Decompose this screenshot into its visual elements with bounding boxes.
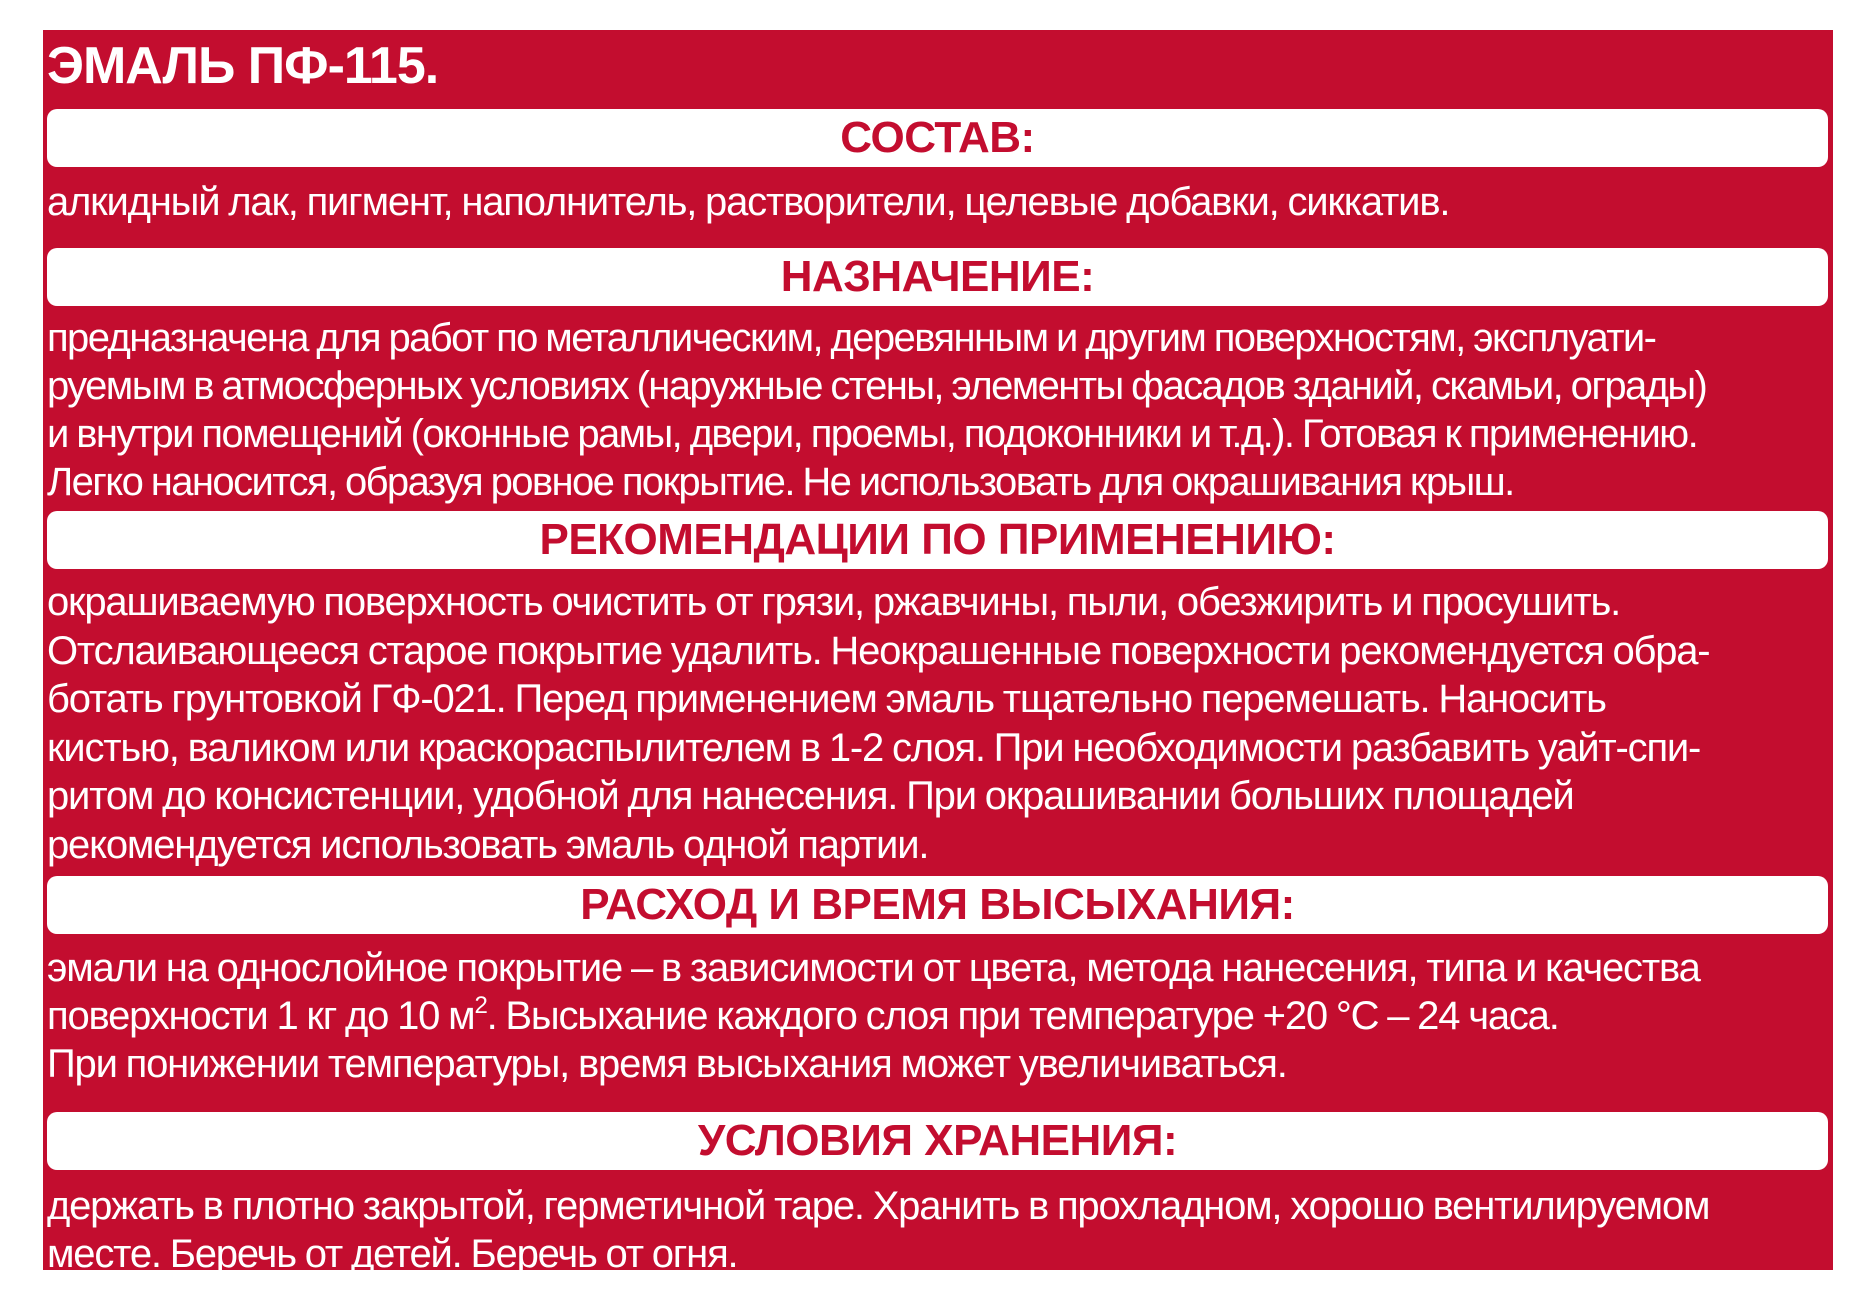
text-line: предназначена для работ по металлическим, деревянным и другим поверхностям, эксплуати- — [47, 316, 1656, 360]
text-line: руемым в атмосферных условиях (наружные стены, элементы фасадов зданий, скамьи, ограды) — [47, 364, 1707, 408]
section-header-composition: СОСТАВ: — [47, 109, 1828, 167]
section-header-recommendations: РЕКОМЕНДАЦИИ ПО ПРИМЕНЕНИЮ: — [47, 511, 1828, 569]
section-text-composition — [47, 178, 1831, 226]
text-fragment: поверхности 1 кг до 10 м — [47, 994, 475, 1038]
section-text-recommendations — [47, 578, 1831, 869]
text-line: кистью, валиком или краскораспылителем в 1-2 слоя. При необходимости разбавить уайт-спи- — [47, 725, 1701, 770]
section-header-consumption: РАСХОД И ВРЕМЯ ВЫСЫХАНИЯ: — [47, 876, 1828, 934]
text-line: и внутри помещений (оконные рамы, двери, проемы, подоконники и т.д.). Готовая к применению. — [47, 412, 1698, 456]
text-line: ботать грунтовкой ГФ-021. Перед применением эмаль тщательно перемешать. Наносить — [47, 677, 1606, 721]
text-line — [47, 992, 1831, 1040]
text-line: алкидный лак, пигмент, наполнитель, растворители, целевые добавки, сиккатив. — [47, 180, 1450, 224]
text-line: ритом до консистенции, удобной для нанесения. При окрашивании больших площадей — [47, 774, 1574, 818]
section-text-purpose — [47, 314, 1831, 506]
text-line: эмали на однослойное покрытие – в зависимости от цвета, метода нанесения, типа и качества — [47, 946, 1700, 990]
text-line: Легко наносится, образуя ровное покрытие. Не использовать для окрашивания крыш. — [47, 460, 1514, 504]
product-label — [43, 30, 1833, 1276]
text-line: Отслаивающееся старое покрытие удалить. Неокрашенные поверхности рекомендуется обра- — [47, 628, 1710, 673]
section-header-purpose: НАЗНАЧЕНИЕ: — [47, 248, 1828, 306]
text-line: месте. Беречь от детей. Беречь от огня. — [47, 1232, 738, 1276]
section-text-storage — [47, 1182, 1831, 1278]
text-fragment: . Высыхание каждого слоя при температуре +20 °С – 24 часа. — [486, 994, 1559, 1038]
text-line: окрашиваемую поверхность очистить от грязи, ржавчины, пыли, обезжирить и просушить. — [47, 580, 1621, 624]
text-line: держать в плотно закрытой, герметичной таре. Хранить в прохладном, хорошо вентилируемом — [47, 1184, 1710, 1228]
text-line: рекомендуется использовать эмаль одной партии. — [47, 822, 929, 867]
section-text-consumption — [47, 944, 1831, 1088]
text-line: При понижении температуры, время высыхания может увеличиваться. — [47, 1042, 1287, 1086]
section-header-storage: УСЛОВИЯ ХРАНЕНИЯ: — [47, 1112, 1828, 1170]
product-title: ЭМАЛЬ ПФ-115. — [47, 37, 439, 95]
superscript: 2 — [474, 991, 487, 1019]
